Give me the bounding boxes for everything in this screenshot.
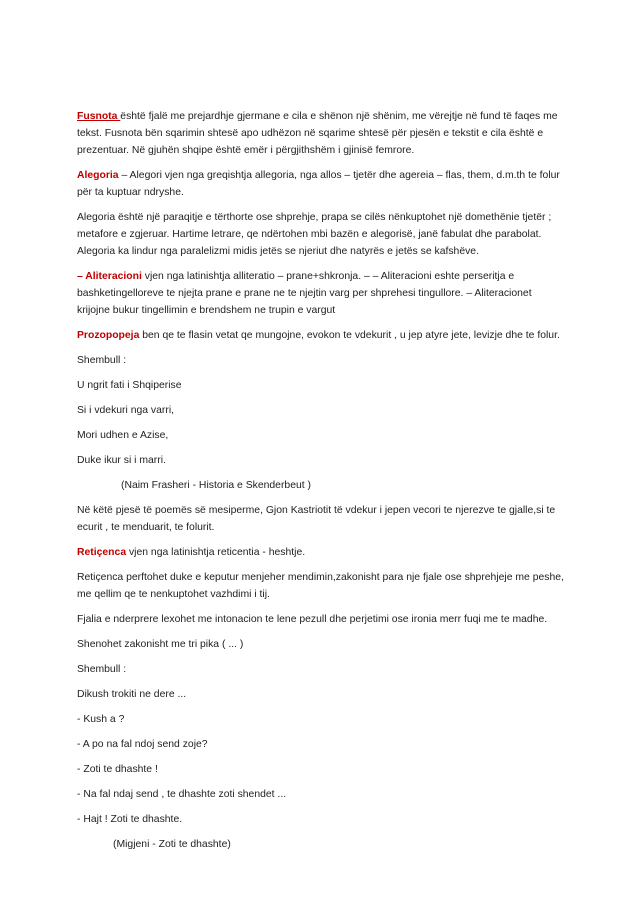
- dialog-line: - Kush a ?: [77, 714, 125, 725]
- term-alegoria: Alegoria: [77, 170, 119, 181]
- definition-prozopopeja: ben qe te flasin vetat qe mungojne, evokon te vdekurit , u jep atyre jete, levizje dhe te folur.: [139, 330, 560, 341]
- term-prozopopeja: Prozopopeja: [77, 330, 140, 341]
- paragraph-aliteracioni: [77, 268, 567, 319]
- paragraph-prozopopeja: [77, 327, 567, 344]
- term-reticenca: Retiçenca: [77, 547, 127, 558]
- term-aliteracioni: – Aliteracioni: [77, 271, 142, 282]
- dialog-line: - Hajt ! Zoti te dhashte.: [77, 814, 183, 825]
- definition-fusnota: është fjalë me prejardhje gjermane e cila e shënon një shënim, me vërejtje në fund të faqes me tekst. Fusnota bën sqarimin shtesë apo udhëzon në sqarime shtesë për pjesën e tekstit e cila është e prezentuar. Në gjuhën shqipe është emër i përgjithshëm i gjinisë femrore.: [77, 111, 558, 156]
- paragraph-comment: Në këtë pjesë të poemës së mesiperme, Gjon Kastriotit të vdekur i jepen vecori te njerezve te gjalle,si te ecurit , te menduarit, te folurit.: [77, 505, 556, 533]
- verse-line: Si i vdekuri nga varri,: [77, 405, 175, 416]
- citation: (Migjeni - Zoti te dhashte): [113, 839, 231, 850]
- term-fusnota: Fusnota: [77, 111, 121, 122]
- paragraph-reticenca-detail: Retiçenca perftohet duke e keputur menjeher mendimin,zakonisht para nje fjale ose shprehjeje me peshe, me qellim qe te nenkuptohet vazhdimi i tij.: [77, 572, 564, 600]
- paragraph-reticenca-marking: Shenohet zakonisht me tri pika ( ... ): [77, 639, 244, 650]
- dialog-line: Dikush trokiti ne dere ...: [77, 689, 187, 700]
- citation: (Naim Frasheri - Historia e Skenderbeut ): [121, 480, 311, 491]
- paragraph-reticenca: [77, 544, 567, 561]
- verse-line: U ngrit fati i Shqiperise: [77, 380, 182, 391]
- definition-aliteracioni: vjen nga latinishtja alliteratio – prane+shkronja. – – Aliteracioni eshte perseritja e bashketingelloreve te njejta prane e prane ne te njejtin varg per shprehesi tingullore. – Aliteracionet krijojne bukur tingellimin e brendshem ne trupin e vargut: [77, 271, 532, 316]
- paragraph-fusnota: [77, 108, 567, 159]
- dialog-line: - Na fal ndaj send , te dhashte zoti shendet ...: [77, 789, 287, 800]
- paragraph-alegoria: [77, 167, 567, 201]
- paragraph-alegoria-detail: Alegoria është një paraqitje e tërthorte ose shprehje, prapa se cilës nënkuptohet një domethënie tjetër ; metafore e zgjeruar. Hartime letrare, qe ndërtohen mbi bazën e alegorisë, janë fabulat dhe parabolat. Alegoria ka lindur nga paralelizmi midis jetës se njeriut dhe natyrës e jetës se kafshëve.: [77, 212, 552, 257]
- definition-reticenca: vjen nga latinishtja reticentia - heshtje.: [126, 547, 306, 558]
- dialog-line: - Zoti te dhashte !: [77, 764, 158, 775]
- dialog-line: - A po na fal ndoj send zoje?: [77, 739, 208, 750]
- paragraph-reticenca-intonation: Fjalia e nderprere lexohet me intonacion te lene pezull dhe perjetimi ose ironia merr fuqi me te madhe.: [77, 614, 548, 625]
- verse-line: Duke ikur si i marri.: [77, 455, 166, 466]
- verse-line: Mori udhen e Azise,: [77, 430, 169, 441]
- example-label: Shembull :: [77, 355, 127, 366]
- example-label: Shembull :: [77, 664, 127, 675]
- definition-alegoria: – Alegori vjen nga greqishtja allegoria, nga allos – tjetër dhe agereia – flas, them, d.m.th te folur për ta kuptuar ndryshe.: [77, 170, 560, 198]
- document-body: [77, 108, 567, 861]
